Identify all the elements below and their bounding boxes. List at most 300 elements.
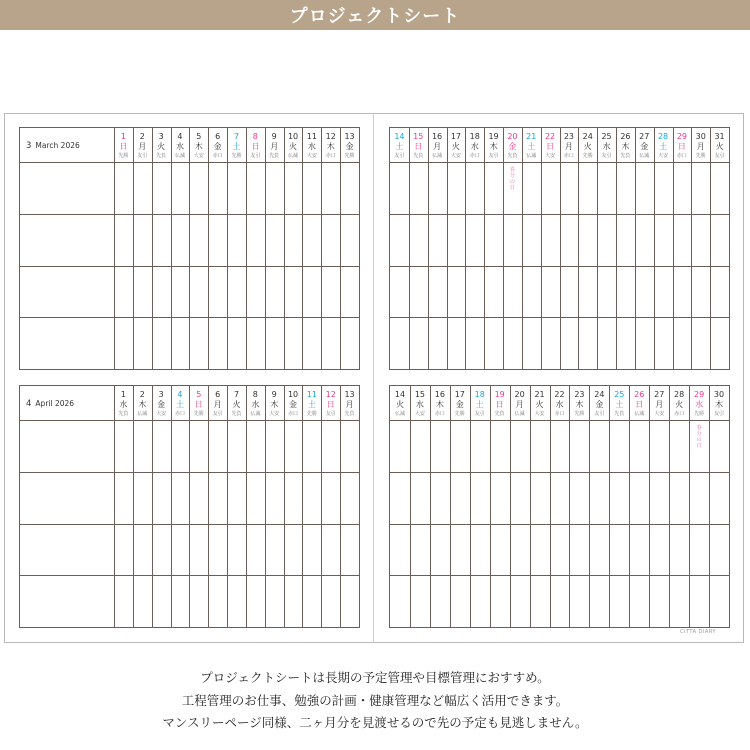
- day-weekday: 日: [495, 400, 504, 409]
- day-number: 7: [233, 132, 240, 141]
- day-weekday: 月: [213, 400, 222, 409]
- day-column-divider: [227, 386, 228, 627]
- day-weekday: 水: [555, 400, 564, 409]
- day-column-divider: [208, 128, 209, 369]
- day-header-cell: [669, 386, 689, 418]
- day-number: 27: [639, 132, 650, 141]
- day-number: 20: [507, 132, 518, 141]
- day-number: 6: [215, 390, 221, 399]
- day-header-cell: [530, 386, 550, 418]
- day-column-divider: [649, 386, 650, 627]
- day-weekday: 日: [414, 142, 423, 151]
- day-number: 28: [674, 390, 685, 399]
- day-header-cell: [340, 128, 359, 160]
- day-rokuyo: 先勝: [695, 153, 706, 159]
- day-weekday: 木: [326, 142, 335, 151]
- day-rokuyo: 赤口: [434, 411, 445, 417]
- day-rokuyo: 友引: [714, 411, 725, 417]
- page-spine: [373, 113, 374, 643]
- day-rokuyo: 大安: [450, 153, 461, 159]
- day-column-divider: [689, 386, 690, 627]
- day-number: 4: [177, 132, 183, 141]
- day-rokuyo: 先負: [231, 411, 242, 417]
- day-header-cell: [428, 128, 447, 160]
- day-weekday: 金: [157, 400, 166, 409]
- day-header-cell: [510, 386, 530, 418]
- day-weekday: 月: [138, 142, 147, 151]
- day-weekday: 水: [602, 142, 611, 151]
- day-number: 5: [196, 132, 202, 141]
- day-weekday: 土: [232, 142, 241, 151]
- day-weekday: 火: [715, 142, 724, 151]
- day-number: 12: [325, 132, 336, 141]
- day-rokuyo: 仏滅: [526, 153, 537, 159]
- day-number: 25: [601, 132, 612, 141]
- day-weekday: 水: [119, 400, 128, 409]
- day-weekday: 土: [395, 142, 404, 151]
- day-header-cell: [503, 128, 522, 160]
- day-number: 22: [554, 390, 565, 399]
- day-weekday: 水: [470, 142, 479, 151]
- day-number: 28: [657, 132, 669, 141]
- day-number: 30: [695, 132, 706, 141]
- day-weekday: 日: [677, 142, 686, 151]
- day-rokuyo: 大安: [269, 411, 280, 417]
- day-rokuyo: 赤口: [469, 153, 480, 159]
- day-rokuyo: 友引: [394, 153, 405, 159]
- day-column-divider: [510, 386, 511, 627]
- day-column-divider: [629, 386, 630, 627]
- day-weekday: 火: [395, 400, 404, 409]
- day-header-cell: [133, 386, 152, 418]
- day-number: 18: [469, 132, 480, 141]
- day-rokuyo: 友引: [601, 153, 612, 159]
- day-number: 9: [271, 390, 277, 399]
- day-weekday: 水: [307, 142, 316, 151]
- day-weekday: 日: [326, 400, 335, 409]
- day-column-divider: [470, 386, 471, 627]
- day-column-divider: [208, 386, 209, 627]
- day-weekday: 木: [489, 142, 498, 151]
- day-rokuyo: 友引: [325, 411, 336, 417]
- day-number: 14: [394, 390, 406, 399]
- day-column-divider: [430, 386, 431, 627]
- day-number: 1: [120, 132, 126, 141]
- day-column-divider: [450, 386, 451, 627]
- day-rokuyo: 大安: [534, 411, 545, 417]
- day-column-divider: [171, 386, 172, 627]
- day-column-divider: [541, 128, 542, 369]
- day-rokuyo: 仏滅: [639, 153, 650, 159]
- day-weekday: 金: [640, 142, 649, 151]
- day-header-cell: [569, 386, 589, 418]
- day-rokuyo: 先勝: [344, 153, 355, 159]
- day-weekday: 金: [345, 142, 354, 151]
- day-number: 16: [434, 390, 445, 399]
- day-header-cell: [484, 128, 503, 160]
- day-header-cell: [246, 386, 265, 418]
- day-header-cell: [490, 386, 510, 418]
- day-number: 21: [534, 390, 545, 399]
- day-weekday: 月: [345, 400, 354, 409]
- day-number: 17: [454, 390, 465, 399]
- day-number: 23: [563, 132, 574, 141]
- day-column-divider: [569, 386, 570, 627]
- day-number: 29: [693, 390, 705, 399]
- day-header-cell: [560, 128, 579, 160]
- day-rokuyo: 先負: [344, 411, 355, 417]
- day-header-cell: [447, 128, 466, 160]
- day-column-divider: [284, 386, 285, 627]
- row-divider: [390, 524, 729, 525]
- label-column-divider: [114, 386, 115, 627]
- day-rokuyo: 大安: [193, 153, 204, 159]
- caption-line-1: プロジェクトシートは長期の予定管理や目標管理におすすめ。: [200, 670, 550, 685]
- day-header-cell: [390, 128, 409, 160]
- header-divider: [390, 420, 729, 421]
- day-column-divider: [597, 128, 598, 369]
- day-column-divider: [171, 128, 172, 369]
- day-header-cell: [340, 386, 359, 418]
- day-weekday: 木: [194, 142, 203, 151]
- day-weekday: 月: [433, 142, 442, 151]
- day-column-divider: [550, 386, 551, 627]
- day-header-cell: [321, 128, 340, 160]
- label-column-divider: [114, 128, 115, 369]
- day-column-divider: [321, 386, 322, 627]
- day-number: 14: [394, 132, 405, 141]
- day-weekday: 土: [475, 400, 484, 409]
- day-header-cell: [114, 386, 133, 418]
- day-column-divider: [710, 128, 711, 369]
- day-header-cell: [171, 386, 190, 418]
- page-banner: [0, 0, 750, 30]
- day-rokuyo: 先勝: [454, 411, 465, 417]
- day-weekday: 金: [455, 400, 464, 409]
- day-weekday: 火: [289, 142, 298, 151]
- day-header-cell: [673, 128, 692, 160]
- day-number: 24: [582, 132, 593, 141]
- day-rokuyo: 大安: [414, 411, 425, 417]
- day-weekday: 日: [546, 142, 555, 151]
- day-header-cell: [578, 128, 597, 160]
- day-header-cell: [152, 128, 171, 160]
- day-weekday: 日: [251, 142, 260, 151]
- day-number: 26: [634, 390, 645, 399]
- day-header-cell: [227, 128, 246, 160]
- day-column-divider: [302, 128, 303, 369]
- day-column-divider: [609, 386, 610, 627]
- day-column-divider: [265, 128, 266, 369]
- day-number: 10: [287, 390, 299, 399]
- day-weekday: 水: [175, 142, 184, 151]
- month-label: April 2026: [35, 399, 75, 408]
- day-rokuyo: 友引: [714, 153, 725, 159]
- day-rokuyo: 先勝: [193, 411, 204, 417]
- day-column-divider: [589, 386, 590, 627]
- day-rokuyo: 先勝: [574, 411, 585, 417]
- day-weekday: 土: [307, 400, 316, 409]
- day-column-divider: [133, 128, 134, 369]
- day-rokuyo: 友引: [137, 153, 148, 159]
- day-number: 26: [620, 132, 631, 141]
- day-header-cell: [189, 386, 208, 418]
- month-label: March 2026: [35, 141, 80, 150]
- day-column-divider: [284, 128, 285, 369]
- day-column-divider: [227, 128, 228, 369]
- day-weekday: 木: [715, 400, 724, 409]
- day-header-cell: [654, 128, 673, 160]
- grid-april-right: [389, 385, 730, 628]
- day-column-divider: [410, 386, 411, 627]
- grid-march-right: [389, 127, 730, 370]
- day-number: 9: [271, 132, 277, 141]
- day-rokuyo: 先勝: [118, 153, 129, 159]
- day-rokuyo: 大安: [654, 411, 665, 417]
- day-weekday: 土: [615, 400, 624, 409]
- day-rokuyo: 先負: [494, 411, 505, 417]
- day-rokuyo: 大安: [156, 411, 167, 417]
- day-header-cell: [430, 386, 450, 418]
- day-header-cell: [550, 386, 570, 418]
- day-rokuyo: 先負: [156, 153, 167, 159]
- day-weekday: 木: [435, 400, 444, 409]
- day-header-cell: [450, 386, 470, 418]
- banner-title: プロジェクトシート: [289, 6, 461, 27]
- day-header-cell: [114, 128, 133, 160]
- day-number: 2: [139, 390, 145, 399]
- day-rokuyo: 仏滅: [137, 411, 148, 417]
- day-number: 20: [514, 390, 525, 399]
- day-header-cell: [689, 386, 709, 418]
- day-column-divider: [321, 128, 322, 369]
- day-header-cell: [691, 128, 710, 160]
- day-weekday: 水: [695, 400, 704, 409]
- day-header-cell: [133, 128, 152, 160]
- day-weekday: 土: [175, 400, 184, 409]
- row-divider: [390, 575, 729, 576]
- day-number: 12: [325, 390, 336, 399]
- day-rokuyo: 仏滅: [288, 153, 299, 159]
- day-rokuyo: 先勝: [694, 411, 705, 417]
- day-header-cell: [246, 128, 265, 160]
- day-weekday: 金: [213, 142, 222, 151]
- day-rokuyo: 仏滅: [174, 153, 185, 159]
- day-number: 8: [252, 390, 258, 399]
- day-header-cell: [635, 128, 654, 160]
- day-weekday: 水: [415, 400, 424, 409]
- day-header-cell: [227, 386, 246, 418]
- day-column-divider: [465, 128, 466, 369]
- day-rokuyo: 赤口: [674, 411, 685, 417]
- day-header-cell: [208, 128, 227, 160]
- day-rokuyo: 仏滅: [514, 411, 525, 417]
- day-header-cell: [616, 128, 635, 160]
- day-rokuyo: 友引: [488, 153, 499, 159]
- day-rokuyo: 大安: [306, 153, 317, 159]
- day-weekday: 火: [157, 142, 166, 151]
- day-header-cell: [465, 128, 484, 160]
- day-column-divider: [578, 128, 579, 369]
- day-number: 5: [196, 390, 202, 399]
- day-weekday: 月: [655, 400, 664, 409]
- day-number: 8: [252, 132, 258, 141]
- day-number: 11: [306, 132, 317, 141]
- day-number: 13: [344, 132, 355, 141]
- day-rokuyo: 先負: [413, 153, 424, 159]
- day-number: 17: [450, 132, 461, 141]
- day-rokuyo: 先負: [507, 153, 518, 159]
- day-weekday: 水: [251, 400, 260, 409]
- day-rokuyo: 仏滅: [432, 153, 443, 159]
- day-column-divider: [654, 128, 655, 369]
- day-number: 21: [526, 132, 537, 141]
- day-column-divider: [447, 128, 448, 369]
- day-rokuyo: 仏滅: [250, 411, 261, 417]
- day-weekday: 日: [194, 400, 203, 409]
- month-title: [26, 141, 80, 151]
- day-header-cell: [152, 386, 171, 418]
- day-weekday: 木: [621, 142, 630, 151]
- day-number: 29: [676, 132, 687, 141]
- day-column-divider: [246, 386, 247, 627]
- day-column-divider: [133, 386, 134, 627]
- day-header-cell: [284, 386, 303, 418]
- day-number: 22: [544, 132, 556, 141]
- day-column-divider: [522, 128, 523, 369]
- day-header-cell: [390, 386, 410, 418]
- day-number: 13: [344, 390, 355, 399]
- day-weekday: 月: [515, 400, 524, 409]
- day-number: 16: [431, 132, 443, 141]
- day-weekday: 月: [564, 142, 573, 151]
- day-column-divider: [616, 128, 617, 369]
- day-rokuyo: 先負: [269, 153, 280, 159]
- day-rokuyo: 先勝: [231, 153, 242, 159]
- day-column-divider: [428, 128, 429, 369]
- day-column-divider: [490, 386, 491, 627]
- day-rokuyo: 友引: [594, 411, 605, 417]
- day-rokuyo: 大安: [658, 153, 669, 159]
- day-number: 4: [177, 390, 183, 399]
- holiday-note: 春分の日: [509, 167, 515, 191]
- day-rokuyo: 赤口: [676, 153, 687, 159]
- day-number: 19: [488, 132, 499, 141]
- day-rokuyo: 友引: [212, 411, 223, 417]
- day-weekday: 金: [508, 142, 517, 151]
- day-weekday: 木: [270, 400, 279, 409]
- day-header-cell: [609, 386, 629, 418]
- day-weekday: 木: [138, 400, 147, 409]
- month-number: 4: [26, 399, 32, 409]
- day-header-cell: [265, 386, 284, 418]
- day-rokuyo: 赤口: [174, 411, 185, 417]
- day-column-divider: [340, 386, 341, 627]
- day-header-cell: [629, 386, 649, 418]
- day-header-cell: [302, 128, 321, 160]
- day-header-cell: [709, 386, 729, 418]
- day-weekday: 火: [535, 400, 544, 409]
- day-rokuyo: 仏滅: [634, 411, 645, 417]
- day-header-cell: [522, 128, 541, 160]
- day-column-divider: [265, 386, 266, 627]
- day-rokuyo: 赤口: [212, 153, 223, 159]
- day-column-divider: [152, 386, 153, 627]
- day-column-divider: [669, 386, 670, 627]
- day-weekday: 金: [595, 400, 604, 409]
- day-header-cell: [470, 386, 490, 418]
- day-number: 7: [233, 390, 240, 399]
- day-weekday: 木: [575, 400, 584, 409]
- day-number: 24: [594, 390, 605, 399]
- day-number: 15: [413, 132, 424, 141]
- day-number: 2: [139, 132, 145, 141]
- day-column-divider: [340, 128, 341, 369]
- day-number: 3: [158, 390, 164, 399]
- day-header-cell: [597, 128, 616, 160]
- day-header-cell: [589, 386, 609, 418]
- day-number: 11: [306, 390, 317, 399]
- day-weekday: 日: [635, 400, 644, 409]
- day-header-cell: [171, 128, 190, 160]
- day-rokuyo: 赤口: [554, 411, 565, 417]
- day-number: 1: [120, 390, 126, 399]
- day-header-cell: [302, 386, 321, 418]
- caption-line-3: マンスリーページ同様、二ヶ月分を見渡せるので先の予定も見逃しません。: [162, 715, 588, 730]
- day-rokuyo: 先負: [118, 411, 129, 417]
- day-rokuyo: 友引: [250, 153, 261, 159]
- day-number: 23: [574, 390, 585, 399]
- day-column-divider: [189, 386, 190, 627]
- grid-march-left: [19, 127, 360, 370]
- day-number: 27: [654, 390, 665, 399]
- caption-line-2: 工程管理のお仕事、勉強の計画・健康管理など幅広く活用できます。: [181, 693, 569, 708]
- day-number: 15: [414, 390, 425, 399]
- day-weekday: 金: [289, 400, 298, 409]
- month-number: 3: [26, 141, 32, 151]
- day-column-divider: [530, 386, 531, 627]
- day-number: 6: [215, 132, 221, 141]
- day-number: 25: [614, 390, 625, 399]
- day-rokuyo: 友引: [474, 411, 485, 417]
- day-column-divider: [246, 128, 247, 369]
- day-header-cell: [208, 386, 227, 418]
- row-divider: [390, 472, 729, 473]
- day-column-divider: [635, 128, 636, 369]
- day-column-divider: [302, 386, 303, 627]
- day-weekday: 火: [451, 142, 460, 151]
- day-rokuyo: 大安: [545, 153, 556, 159]
- day-number: 31: [714, 132, 725, 141]
- day-header-cell: [189, 128, 208, 160]
- day-weekday: 土: [527, 142, 536, 151]
- day-header-cell: [410, 386, 430, 418]
- day-header-cell: [409, 128, 428, 160]
- day-rokuyo: 赤口: [563, 153, 574, 159]
- month-title: [26, 399, 74, 409]
- day-header-cell: [321, 386, 340, 418]
- day-weekday: 火: [232, 400, 241, 409]
- day-header-cell: [284, 128, 303, 160]
- grid-april-left: [19, 385, 360, 628]
- day-column-divider: [673, 128, 674, 369]
- day-rokuyo: 先負: [614, 411, 625, 417]
- day-column-divider: [152, 128, 153, 369]
- day-weekday: 火: [583, 142, 592, 151]
- day-rokuyo: 仏滅: [394, 411, 405, 417]
- day-column-divider: [560, 128, 561, 369]
- brand-mark: CITTA DIARY: [680, 629, 717, 635]
